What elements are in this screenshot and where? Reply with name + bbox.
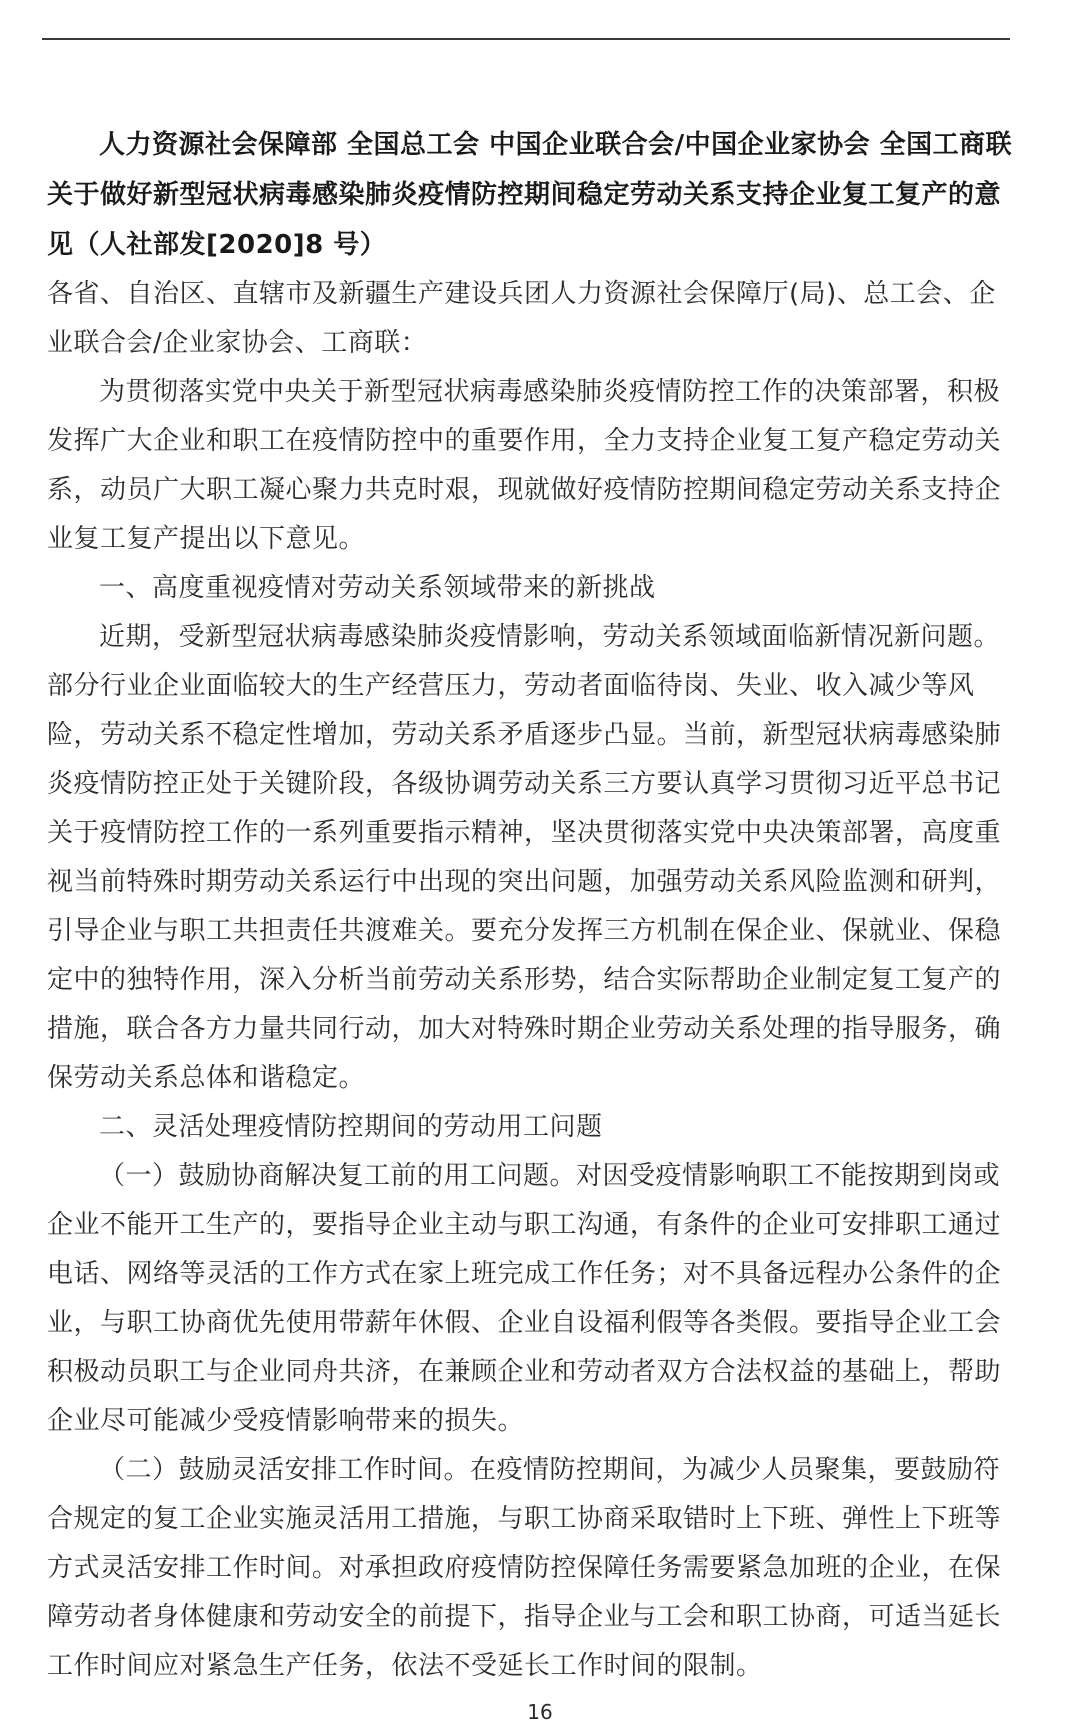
page-number: 16 [527,1700,553,1724]
section-1-heading: 一、高度重视疫情对劳动关系领域带来的新挑战 [99,573,656,603]
document-content [47,120,1015,1691]
section-2-item-1: （一）鼓励协商解决复工前的用工问题。对因受疫情影响职工不能按期到岗或企业不能开工生产的，要指导企业主动与职工沟通，有条件的企业可安排职工通过电话、网络等灵活的工作方式在家上班完成工作任务；对不具备远程办公条件的企业，与职工协商优先使用带薪年休假、企业自设福利假等各类假。要指导企业工会积极动员职工与企业同舟共济，在兼顾企业和劳动者双方合法权益的基础上，帮助企业尽可能减少受疫情影响带来的损失。 [47,1161,1002,1436]
header-divider [42,38,1010,40]
section-2-item-2: （二）鼓励灵活安排工作时间。在疫情防控期间，为减少人员聚集，要鼓励符合规定的复工企业实施灵活用工措施，与职工协商采取错时上下班、弹性上下班等方式灵活安排工作时间。对承担政府疫情防控保障任务需要紧急加班的企业，在保障劳动者身体健康和劳动安全的前提下，指导企业与工会和职工协商，可适当延长工作时间应对紧急生产任务，依法不受延长工作时间的限制。 [47,1455,1002,1681]
section-2-heading: 二、灵活处理疫情防控期间的劳动用工问题 [99,1112,603,1142]
document-body [47,270,1015,1691]
addressees: 各省、自治区、直辖市及新疆生产建设兵团人力资源社会保障厅(局)、总工会、企业联合会/企业家协会、工商联： [47,279,996,358]
intro-paragraph: 为贯彻落实党中央关于新型冠状病毒感染肺炎疫情防控工作的决策部署，积极发挥广大企业和职工在疫情防控中的重要作用，全力支持企业复工复产稳定劳动关系，动员广大职工凝心聚力共克时艰，现就做好疫情防控期间稳定劳动关系支持企业复工复产提出以下意见。 [47,377,1002,554]
section-1-paragraph: 近期，受新型冠状病毒感染肺炎疫情影响，劳动关系领域面临新情况新问题。部分行业企业面临较大的生产经营压力，劳动者面临待岗、失业、收入减少等风险，劳动关系不稳定性增加，劳动关系矛盾逐步凸显。当前，新型冠状病毒感染肺炎疫情防控正处于关键阶段，各级协调劳动关系三方要认真学习贯彻习近平总书记关于疫情防控工作的一系列重要指示精神，坚决贯彻落实党中央决策部署，高度重视当前特殊时期劳动关系运行中出现的突出问题，加强劳动关系风险监测和研判，引导企业与职工共担责任共渡难关。要充分发挥三方机制在保企业、保就业、保稳定中的独特作用，深入分析当前劳动关系形势，结合实际帮助企业制定复工复产的措施，联合各方力量共同行动，加大对特殊时期企业劳动关系处理的指导服务，确保劳动关系总体和谐稳定。 [47,622,1002,1093]
document-title: 人力资源社会保障部 全国总工会 中国企业联合会/中国企业家协会 全国工商联 关于做好新型冠状病毒感染肺炎疫情防控期间稳定劳动关系支持企业复工复产的意见（人社部发[2020]8 号） [47,130,1013,260]
